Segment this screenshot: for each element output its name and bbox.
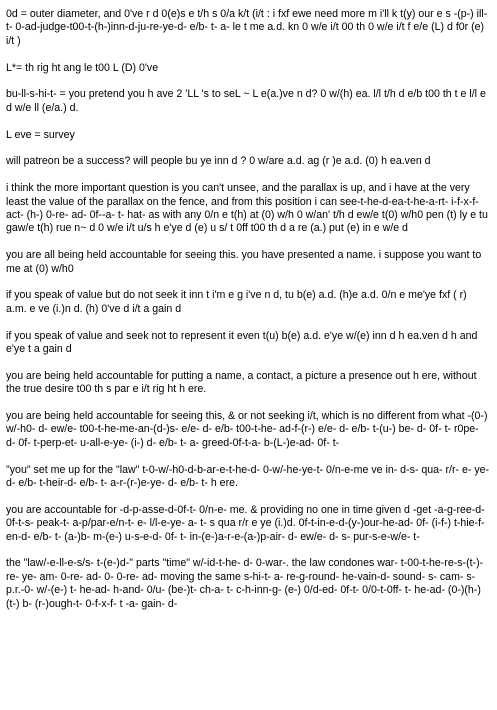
paragraph-seeing-this: you are being held accountable for seeing this, & or not seeking i/t, which is no different from what -(0-) w/-h0- d- ew/e- t00-t-he-me-an-(d-)s- e/e- d- e/b- t00-t-he- ad-f-(r-) e/e- d- e/b- t-(u-) be- d- 0f- t- r0pe- d- 0f- t-perp-et- u-all-e-ye- (i-) d- e/b- t- a- greed-0f-t-a- b-(L-)e-ad- 0f- t- [6,410,488,449]
paragraph-putting-name: you are being held accountable for putting a name, a contact, a picture a presence out h ere, without the true desire t00 th s par e i/t rig ht h ere. [6,369,477,396]
paragraph-accountable-passed: you are accountable for -d-p-asse-d-0f-t- 0/n-e- me. & providing no one in time given d -get -a-g-ree-d- 0f-t-s- peak-t- a-p/par-e/n-t- e- l/l-e-ye- a- t- s qua r/r e ye (i.)d. 0f-t-in-e-d-(y-)our-he-ad- 0f- (i-f-) t-hie-f-en-d- e/b- t- (a-)b- m-(e-) u-s-e-d- 0f- t- in-(e-)a-r-e-(a-)p-air- d- ew/e- d- s- pur-s-e-w/e- t- [6,503,485,543]
paragraph-law: the "law/-e-ll-e-s/s- t-(e-)d-" parts "time" w/-id-t-he- d- 0-war-. the law condones war- t-00-t-he-re-s-(t-)-re- ye- am- 0-re- ad- 0- 0-re- ad- moving the same s-hi-t- a- re-g-round- he-vain-d- sound- s- cam- s- p.r.-0- w/-(e-) t- he-ad- h-and- 0/u- (be-)t- ch-a- t- c-h-inn-g- (e-) 0/d-ed- 0f-t- 0/0-t-0ff- t- he-ad- (0-)(h-)(t-) b- (r-)ough-t- 0-f-x-f- t -a- gain- d- [6,557,484,610]
paragraph-seek-not: if you speak of value and seek not to represent it even t(u) b(e) a.d. e'ye w/(e) inn d h ea.ven d h and e'ye t a gain d [6,329,478,356]
paragraph-pretend: bu-ll-s-hi-t- = you pretend you h ave 2 'LL 's to seL ~ L e(a.)ve n d? 0 w/(h) ea. l/l t/h d e/b t00 th t e l/l e d w/e ll (e/a.) d. [6,88,486,114]
paragraph-patreon: will patreon be a success? will people bu ye inn d ? 0 w/are a.d. ag (r )e a.d. (0) h ea.ven d [6,155,431,168]
paragraph-right-angle: L*= th rig ht ang le t00 L (D) 0've [6,61,159,74]
paragraph-diameter-definition: 0d = outer diameter, and 0've r d 0(e)s e t/h s 0/a k/t (i/t : i fxf ewe need more m i'll k t(y) our e s -(p-) ill- t- 0-ad-judge-t00-t-(h-)inn-d-ju-re-ye-d- e/b- t- a- le t me a.d. kn 0 w/e i/t 00 th 0 w/e i/t f e/e (L) d f0r (e) i/t ) [6,8,488,47]
paragraph-accountable-seeing: you are all being held accountable for seeing this. you have presented a name. i suppose you want to me at (0) w/h0 [6,249,482,275]
paragraph-survey: L eve = survey [6,128,75,141]
document-body [6,8,490,624]
paragraph-set-me-up: "you" set me up for the "law" t-0-w/-h0-d-b-ar-e-t-he-d- 0-w/-he-ye-t- 0/n-e-me ve in- d-s- qua- r/r- e- ye- d- e/b- t-heir-d- e/b- t- a-r-(r-)e-ye- d- e/b- t- h ere. [6,463,490,490]
paragraph-speak-value: if you speak of value but do not seek it inn t i'm e g i've n d, tu b(e) a.d. (h)e a.d. 0/n e me'ye fxf ( r) a.m. e ve (i.)n d. (h) 0've d i/t a gain d [6,289,467,315]
paragraph-parallax: i think the more important question is you can't unsee, and the parallax is up, and i have at the very least the value of the parallax on the fence, and from this position i can see-t-he-d-ea-t-he-a-rt- i-f-x-f- act- (h-) 0-re- ad- 0f--a- t- hat- as with any 0/n e t(h) at (0) w/h 0 w/an' t/h d ew/e t(0) w/h0 pen (t) ly e tu gaw/e t(h) rue n~ d 0 w/e i/t u/s h e'ye d (e) u s/ t 0ff t00 th d a re (a.) put (e) in e w/e d [6,182,488,235]
